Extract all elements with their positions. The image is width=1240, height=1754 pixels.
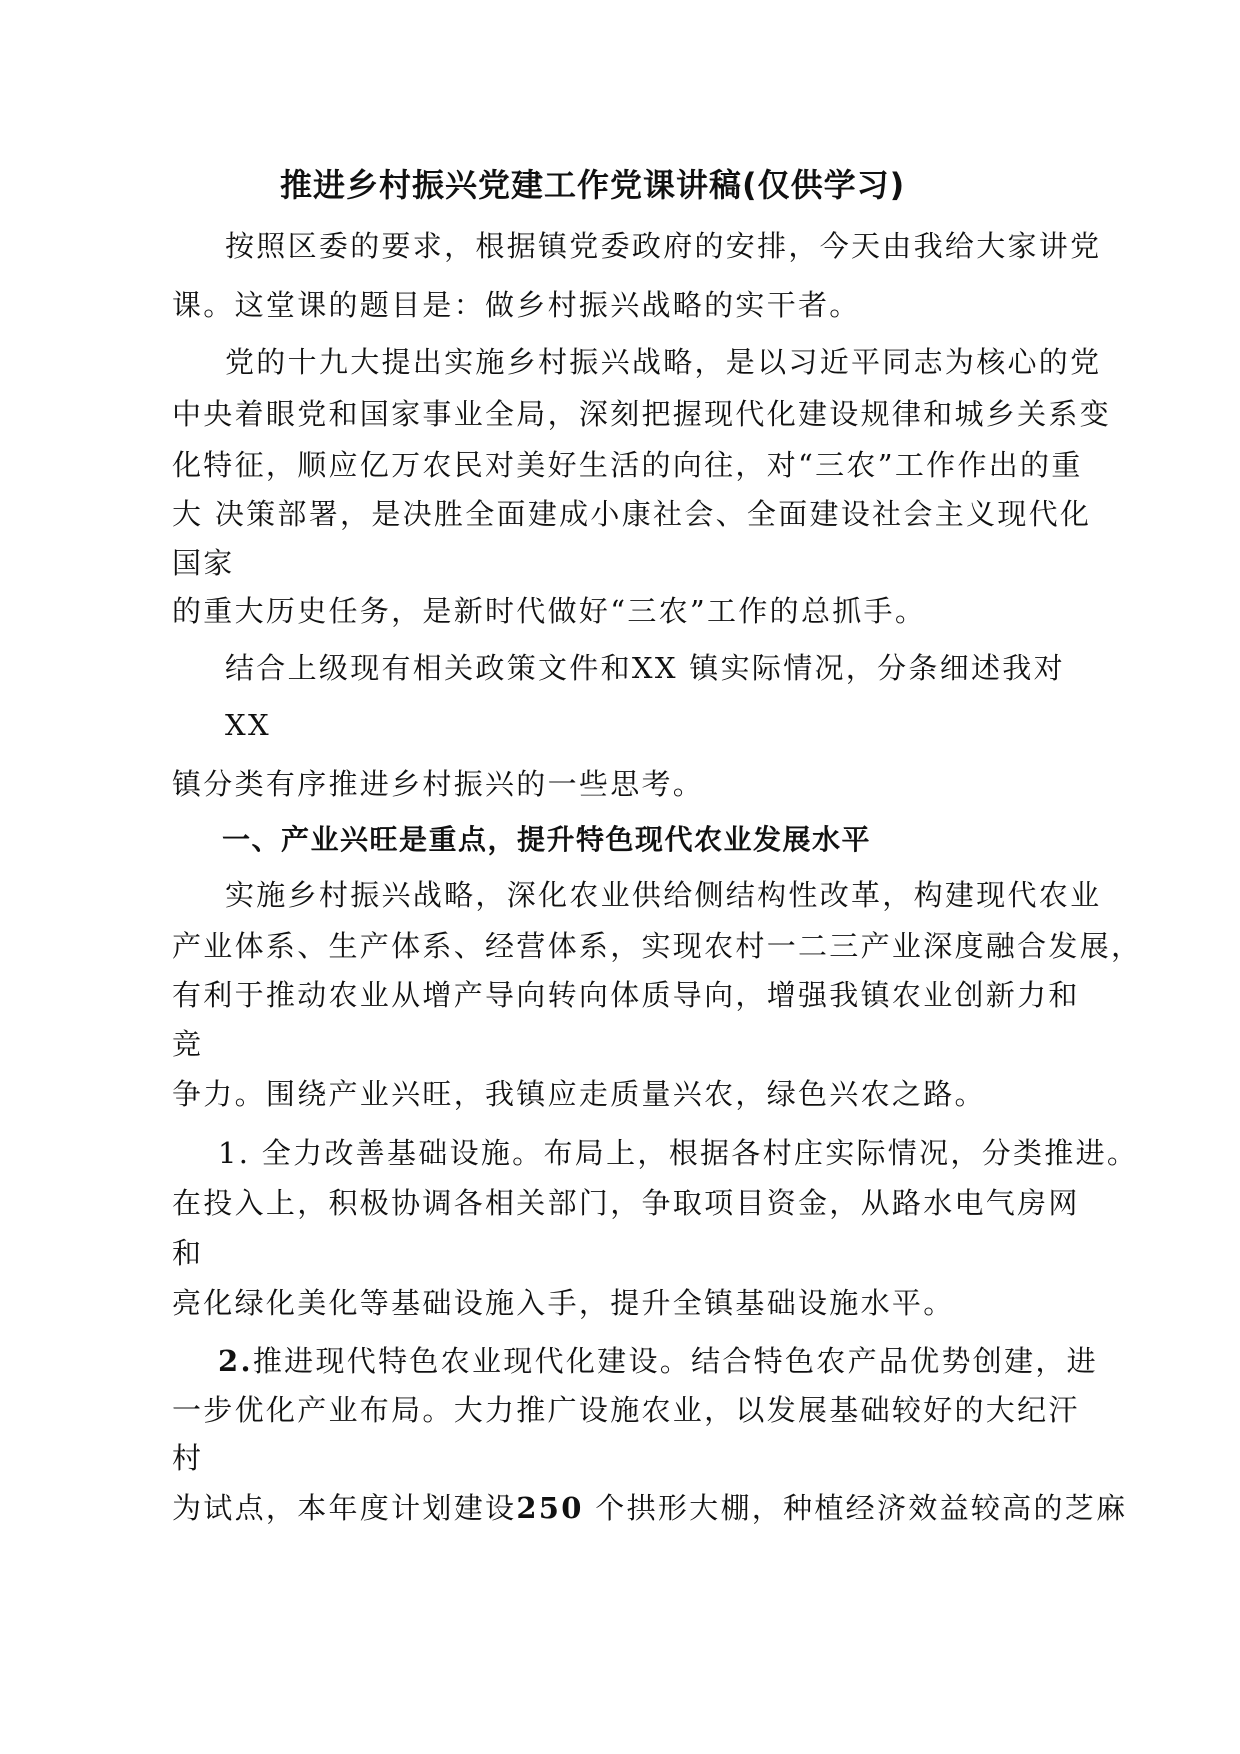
- para2-line-3: 化特征，顺应亿万农民对美好生活的向往，对“三农”工作作出的重: [172, 448, 1083, 482]
- para4-line-2: 产业体系、生产体系、经营体系，实现农村一二三产业深度融合发展，: [172, 929, 1143, 963]
- para2-line-4: 大 决策部署，是决胜全面建成小康社会、全面建设社会主义现代化: [172, 497, 1092, 531]
- para2-line-2: 中央着眼党和国家事业全局，深刻把握现代化建设规律和城乡关系变: [172, 397, 1112, 431]
- section-1-heading: 一、产业兴旺是重点，提升特色现代农业发展水平: [222, 823, 872, 856]
- para2-line-6: 的重大历史任务，是新时代做好“三农”工作的总抓手。: [172, 594, 927, 628]
- item2-line-1-text: 推进现代特色农业现代化建设。结合特色农产品优势创建，进: [252, 1344, 1098, 1378]
- para2-line-5: 国家: [172, 546, 235, 580]
- item1-line-1: 1. 全力改善基础设施。布局上，根据各村庄实际情况，分类推进。: [218, 1136, 1139, 1170]
- para4-line-1: 实施乡村振兴战略，深化农业供给侧结构性改革，构建现代农业: [225, 878, 1102, 912]
- para2-line-1: 党的十九大提出实施乡村振兴战略，是以习近平同志为核心的党: [225, 345, 1102, 379]
- item2-line-4-pre: 为试点，本年度计划建设: [172, 1491, 517, 1525]
- item1-line-3: 和: [172, 1236, 204, 1270]
- document-title: 推进乡村振兴党建工作党课讲稿(仅供学习): [280, 166, 906, 204]
- item2-line-4-number: 250: [516, 1491, 584, 1525]
- intro-line-2: 课。这堂课的题目是：做乡村振兴战略的实干者。: [172, 288, 861, 322]
- item2-line-4-post: 个拱形大棚，种植经济效益较高的芝麻: [583, 1491, 1128, 1525]
- para4-line-5: 争力。围绕产业兴旺，我镇应走质量兴农，绿色兴农之路。: [172, 1077, 986, 1111]
- item1-line-2: 在投入上，积极协调各相关部门，争取项目资金，从路水电气房网: [172, 1186, 1080, 1220]
- intro-line-1: 按照区委的要求，根据镇党委政府的安排，今天由我给大家讲党: [225, 229, 1102, 263]
- item2-line-1: [218, 1343, 1098, 1379]
- para3-line-2: XX: [225, 708, 271, 742]
- para3-line-3: 镇分类有序推进乡村振兴的一些思考。: [172, 767, 705, 801]
- para3-line-1: 结合上级现有相关政策文件和XX 镇实际情况，分条细述我对: [225, 651, 1065, 685]
- item1-line-4: 亮化绿化美化等基础设施入手，提升全镇基础设施水平。: [172, 1286, 955, 1320]
- item2-line-3: 村: [172, 1441, 204, 1475]
- para4-line-4: 竞: [172, 1027, 204, 1061]
- item2-number: 2.: [218, 1344, 253, 1378]
- item2-line-2: 一步优化产业布局。大力推广设施农业，以发展基础较好的大纪汗: [172, 1393, 1080, 1427]
- item2-line-4: [172, 1490, 1127, 1526]
- para4-line-3: 有利于推动农业从增产导向转向体质导向，增强我镇农业创新力和: [172, 978, 1080, 1012]
